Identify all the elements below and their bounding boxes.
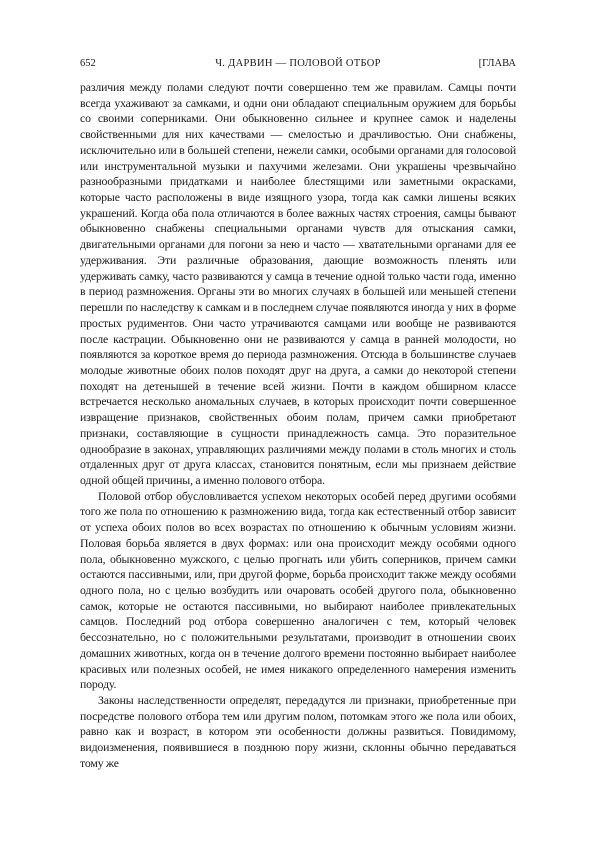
page-body xyxy=(80,80,516,772)
paragraph-heredity: Законы наследственности определят, передадутся ли признаки, приобретенные при посредстве полового отбора тем или другим полом, потомкам этого же пола или обоих, равно как и возраст, в котором эти особенности должны развиться. Повидимому, видоизменения, появившиеся в позднюю пору жизни, склонны обычно передаваться тому же xyxy=(80,693,516,770)
page-number: 652 xyxy=(80,58,96,69)
paragraph-continued: различия между полами следуют почти совершенно тем же правилам. Самцы почти всегда ухаживают за самками, и одни они обладают специальным оружием для борьбы со своими соперниками. Они обыкновенно сильнее и крупнее самок и наделены свойственными для них качествами — смелостью и драчливостью. Они снабжены, исключительно или в большей степени, нежели самки, особыми органами для голосовой или инструментальной музыки и пахучими железами. Они украшены чрезвычайно разнообразными придатками и наиболее блестящими или заметными окрасками, которые часто расположены в виде изящного узора, тогда как самки лишены всяких украшений. Когда оба пола отличаются в более важных частях строения, самцы бывают обыкновенно снабжены специальными органами чувств для отыскания самки, двигательными органами для погони за нею и часто — хватательными органами для ее удерживания. Эти различные образования, дающие возможность пленять или удерживать самку, часто развиваются у самца в течение одной только части года, именно в период размножения. Органы эти во многих случаях в большей или меньшей степени перешли по наследству к самкам и в последнем случае появляются иногда у них в форме простых рудиментов. Они часто утрачиваются самцами или вообще не развиваются после кастрации. Обыкновенно они не развиваются у самца в ранней молодости, но появляются за короткое время до периода размножения. Отсюда в большинстве случаев молодые животные обоих полов походят друг на друга, а самки до некоторой степени походят на детенышей в течение всей жизни. Почти в каждом обширном классе встречается несколько аномальных случаев, в которых происходит почти совершенное извращение признаков, свойственных обоим полам, причем самки приобретают признаки, составляющие в сущности принадлежность самца. Это поразительное однообразие в законах, управляющих различиями между полами в столь многих и столь отдаленных друг от друга классах, становится понятным, если мы признаем действие одной общей причины, а именно полового отбора. xyxy=(80,80,516,487)
chapter-marker: [ГЛАВА xyxy=(478,58,516,69)
page-header xyxy=(80,58,516,76)
paragraph-sexual-selection: Половой отбор обусловливается успехом некоторых особей перед другими особями того же пола по отношению к размножению вида, тогда как естественный отбор зависит от успеха обоих полов во всех возрастах по отношению к обычным условиям жизни. Половая борьба является в двух формах: или она происходит между особями одного пола, обыкновенно мужского, с целью прогнать или убить соперников, причем самки остаются пассивными, или, при другой форме, борьба происходит также между особями одного пола, но с целью возбудить или очаровать особей другого пола, обыкновенно самок, которые не остаются пассивными, но выбирают наиболее привлекательных самцов. Последний род отбора совершенно аналогичен с тем, который человек бессознательно, но с положительными результатами, производит в отношении своих домашних животных, когда он в течение долгого времени постоянно выбирает наиболее красивых или полезных особей, не имея никакого определенного намерения изменить породу. xyxy=(80,488,516,692)
running-title: Ч. ДАРВИН — ПОЛОВОЙ ОТБОР xyxy=(215,58,381,69)
